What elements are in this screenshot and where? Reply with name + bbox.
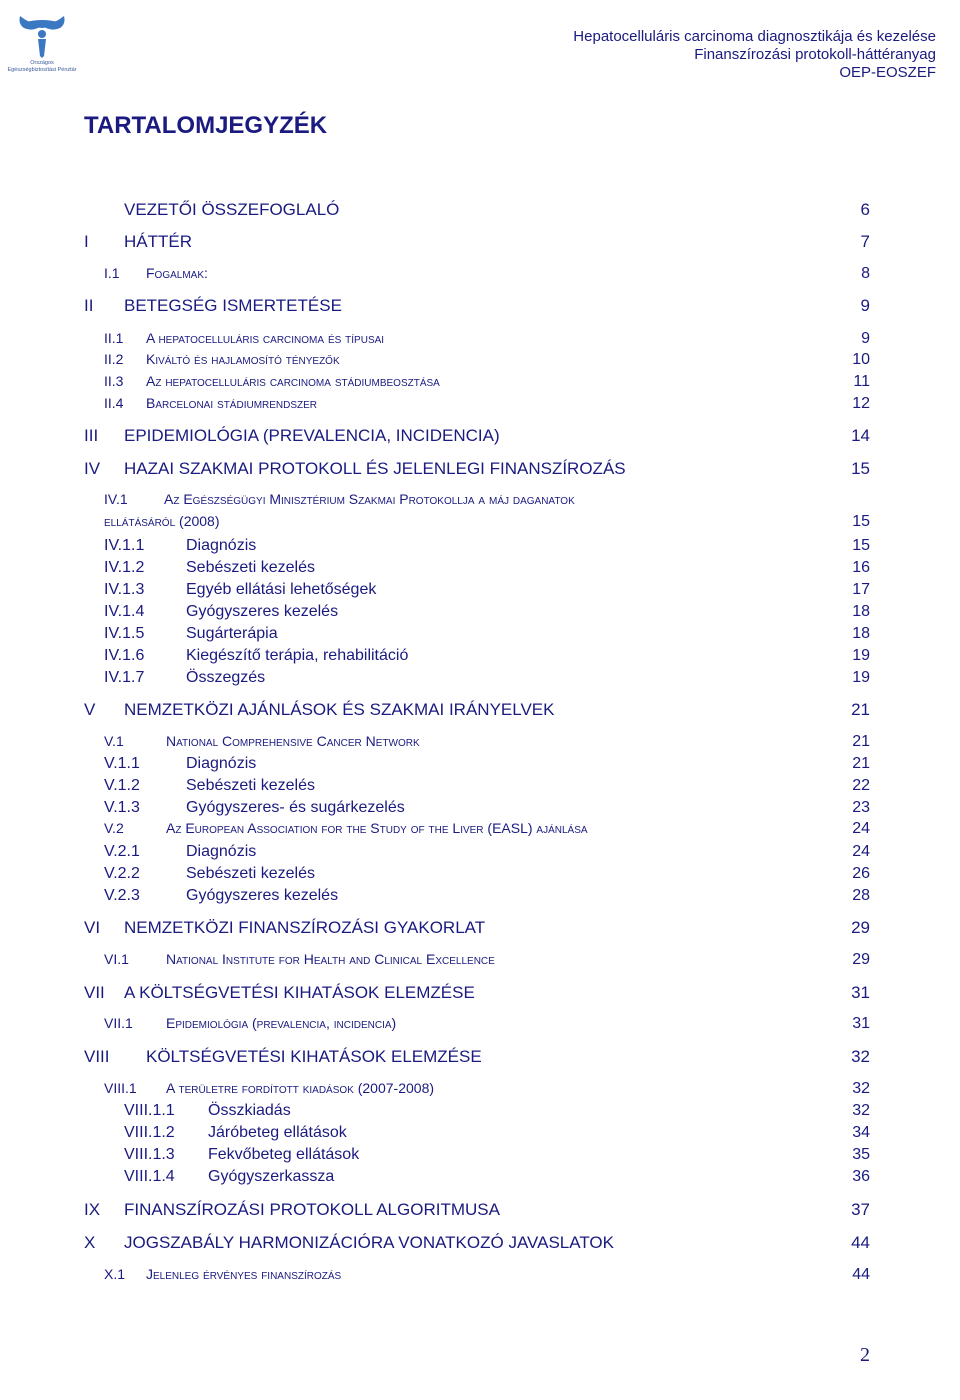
toc-entry-number: II.3 [104,373,124,389]
toc-entry-page: 15 [852,513,870,530]
toc-entry-page: 32 [851,1047,870,1066]
toc-entry-page: 18 [852,603,870,620]
toc-entry-number: VIII.1.4 [124,1168,175,1185]
toc-entry-label: NEMZETKÖZI FINANSZÍROZÁSI GYAKORLAT [124,918,486,937]
logo-caption: Országos Egészségbiztosítási Pénztár [7,60,77,73]
toc-entry[interactable] [104,625,870,643]
toc-entry-label: National Comprehensive Cancer Network [166,733,420,749]
toc-entry[interactable] [124,1168,870,1186]
toc-entry[interactable] [104,1266,870,1284]
toc-entry[interactable] [84,700,870,720]
toc-entry[interactable] [84,459,870,479]
toc-entry-label: Összegzés [186,669,266,686]
toc-entry-label: Sebészeti kezelés [186,777,315,794]
toc-entry[interactable] [104,669,870,687]
toc-entry-page: 21 [851,700,870,719]
toc-entry[interactable] [104,351,870,369]
toc-entry-page: 7 [860,232,870,251]
toc-entry-label: A hepatocelluláris carcinoma és típusai [146,330,385,346]
toc-entry[interactable] [104,603,870,621]
toc-entry-number: IV.1.2 [104,559,145,576]
toc-entry-label: JOGSZABÁLY HARMONIZÁCIÓRA VONATKOZÓ JAVASLATOK [124,1233,614,1252]
toc-entry[interactable] [104,330,870,348]
toc-entry-label: Diagnózis [186,537,257,554]
toc-entry-number: V.2.1 [104,843,140,860]
toc-entry-number: IV.1.1 [104,537,145,554]
toc-entry[interactable] [104,373,870,391]
toc-entry-page: 9 [861,330,870,347]
toc-entry-number: III [84,426,99,445]
toc-entry-number: V.2.2 [104,865,140,882]
toc-entry-number: II.4 [104,395,124,411]
header-subtitle: Finanszírozási protokoll-háttéranyag [694,46,936,63]
toc-entry[interactable] [104,395,870,413]
toc-entry-page: 26 [852,865,870,882]
toc-entry[interactable] [104,559,870,577]
toc-entry-label: Az hepatocelluláris carcinoma stádiumbeosztása [146,373,440,389]
toc-entry-label: HÁTTÉR [124,232,192,251]
toc-entry-label: Epidemiológia (prevalencia, incidencia) [166,1015,397,1031]
toc-entry-label: BETEGSÉG ISMERTETÉSE [124,296,342,315]
toc-entry-number: VI.1 [104,951,129,967]
toc-entry-number: VI [84,918,101,937]
toc-entry-label: Az European Association for the Study of the Liver (EASL) ajánlása [166,820,588,836]
toc-entry-number: I.1 [104,265,120,281]
toc-entry-number: IV.1.6 [104,647,145,664]
page-title: TARTALOMJEGYZÉK [84,112,328,139]
toc-entry[interactable] [104,1080,870,1098]
toc-entry-page: 36 [852,1168,870,1185]
toc-entry-page: 32 [852,1080,870,1097]
toc-entry-number: I [84,232,89,251]
toc-entry[interactable] [84,232,870,252]
toc-entry-page: 24 [852,843,870,860]
toc-entry-number: X.1 [104,1266,126,1282]
toc-entry-label: Kiegészítő terápia, rehabilitáció [186,647,409,664]
toc-entry-number: IV [84,459,101,478]
toc-entry-page: 14 [851,426,870,445]
toc-entry-page: 15 [852,537,870,554]
toc-entry-number: IV.1.3 [104,581,145,598]
page-number: 2 [860,1344,870,1366]
toc-entry-number: II.1 [104,330,124,346]
toc-entry[interactable] [104,647,870,665]
toc-entry-page: 28 [852,887,870,904]
toc-entry-page: 9 [860,296,870,315]
toc-entry-page: 44 [851,1233,870,1252]
toc-entry-page: 24 [852,820,870,837]
toc-entry-label: Kiváltó és hajlamosító tényezők [146,351,340,367]
toc-entry-page: 31 [851,983,870,1002]
toc-entry-page: 16 [852,559,870,576]
toc-entry[interactable] [104,491,870,507]
toc-entry-number: II [84,296,94,315]
toc-entry-page: 37 [851,1200,870,1219]
toc-entry[interactable] [104,843,870,861]
toc-entry[interactable] [104,265,870,283]
toc-entry-number: VIII.1 [104,1080,137,1096]
toc-entry-label: Összkiadás [208,1102,291,1119]
toc-entry-label: Gyógyszeres- és sugárkezelés [186,799,405,816]
toc-entry[interactable] [104,951,870,969]
toc-entry[interactable] [84,296,870,316]
toc-entry-number: X [84,1233,96,1252]
toc-entry[interactable] [84,1200,870,1220]
toc-entry-page: 11 [853,373,870,390]
toc-entry-number: IV.1 [104,491,128,507]
toc-entry-label: Barcelonai stádiumrendszer [146,395,318,411]
toc-entry-page: 19 [852,669,870,686]
toc-entry-label-continued: ellátásáról (2008) [104,513,220,529]
toc-entry-number: IV.1.5 [104,625,145,642]
toc-entry[interactable] [84,918,870,938]
toc-entry-number: V.2.3 [104,887,140,904]
toc-entry-page: 29 [851,918,870,937]
toc-entry-label: KÖLTSÉGVETÉSI KIHATÁSOK ELEMZÉSE [146,1047,482,1066]
toc-entry-label: FINANSZÍROZÁSI PROTOKOLL ALGORITMUSA [124,1200,500,1219]
toc-entry[interactable] [124,1146,870,1164]
toc-entry-page: 17 [852,581,870,598]
header-org: OEP-EOSZEF [839,64,936,81]
toc-entry-label: A KÖLTSÉGVETÉSI KIHATÁSOK ELEMZÉSE [124,983,475,1002]
toc-entry-number: VIII.1.2 [124,1124,175,1141]
toc-entry-number: V.1.2 [104,777,140,794]
toc-entry-label: Fekvőbeteg ellátások [208,1146,360,1163]
toc-entry-label: Egyéb ellátási lehetőségek [186,581,377,598]
toc-entry-page: 15 [851,459,870,478]
toc-entry-page: 10 [852,351,870,368]
toc-entry-number: V.1.1 [104,755,140,772]
toc-entry[interactable] [104,820,870,838]
toc-entry-label: Diagnózis [186,843,257,860]
toc-entry-number: II.2 [104,351,124,367]
toc-entry-number: VIII.1.1 [124,1102,175,1119]
toc-entry-page: 19 [852,647,870,664]
toc-entry-number: VIII.1.3 [124,1146,175,1163]
toc-entry-label: Sugárterápia [186,625,278,642]
toc-entry-label: Járóbeteg ellátások [208,1124,347,1141]
toc-entry[interactable] [84,1047,870,1067]
toc-entry-number: VIII [84,1047,110,1066]
toc-entry-number: V.2 [104,820,124,836]
toc-entry-number: VII [84,983,105,1002]
toc-entry-page: 21 [852,755,870,772]
toc-entry-label: VEZETŐI ÖSSZEFOGLALÓ [124,200,340,219]
toc-entry-page: 29 [852,951,870,968]
toc-entry-label: Sebészeti kezelés [186,865,315,882]
toc-entry[interactable] [84,426,870,446]
toc-entry-number: V.1 [104,733,124,749]
toc-entry-label: National Institute for Health and Clinical Excellence [166,951,495,967]
toc-entry-number: V [84,700,96,719]
toc-entry-page: 34 [852,1124,870,1141]
toc-entry-page: 18 [852,625,870,642]
toc-entry-label: Sebészeti kezelés [186,559,315,576]
toc-entry-label: A területre fordított kiadások (2007-2008) [166,1080,435,1096]
toc-entry-label: Gyógyszerkassza [208,1168,335,1185]
toc-entry-page: 23 [852,799,870,816]
toc-entry-continuation[interactable] [104,513,870,531]
toc-entry[interactable] [124,1124,870,1142]
toc-entry[interactable] [104,733,870,751]
document-header [573,28,936,82]
toc-entry-number: IV.1.4 [104,603,145,620]
toc-entry[interactable] [104,865,870,883]
toc-entry-page: 44 [852,1266,870,1283]
toc-entry-number: IX [84,1200,101,1219]
toc-entry[interactable] [104,799,870,817]
toc-entry[interactable] [104,537,870,555]
toc-entry-number: VII.1 [104,1015,133,1031]
toc-entry[interactable] [124,1102,870,1120]
toc-entry-label: Diagnózis [186,755,257,772]
toc-entry-label: HAZAI SZAKMAI PROTOKOLL ÉS JELENLEGI FINANSZÍROZÁS [124,459,626,478]
toc-entry-page: 21 [852,733,870,750]
toc-entry-number: IV.1.7 [104,669,145,686]
toc-entry-label: Fogalmak: [146,265,208,281]
toc-entry[interactable] [104,1015,870,1033]
toc-entry-page: 12 [852,395,870,412]
toc-entry[interactable] [104,887,870,905]
toc-entry-page: 35 [852,1146,870,1163]
toc-entry-page: 6 [860,200,870,219]
toc-entry-label: NEMZETKÖZI AJÁNLÁSOK ÉS SZAKMAI IRÁNYELVEK [124,700,555,719]
toc-entry[interactable] [104,581,870,599]
toc-entry-number: V.1.3 [104,799,140,816]
toc-entry-label: Az Egészségügyi Minisztérium Szakmai Protokollja a máj daganatok [164,491,575,507]
toc-entry-page: 32 [852,1102,870,1119]
toc-entry-label: Gyógyszeres kezelés [186,603,339,620]
toc-entry-label: EPIDEMIOLÓGIA (PREVALENCIA, INCIDENCIA) [124,426,500,445]
toc-entry[interactable] [104,755,870,773]
toc-entry[interactable] [84,1233,870,1253]
header-title: Hepatocelluláris carcinoma diagnosztikája és kezelése [573,28,936,45]
toc-entry[interactable] [84,200,870,220]
toc-entry-label: Jelenleg érvényes finanszírozás [146,1266,342,1282]
toc-entry-page: 31 [852,1015,870,1032]
toc-entry-page: 22 [852,777,870,794]
toc-entry[interactable] [84,983,870,1003]
toc-entry[interactable] [104,777,870,795]
toc-entry-label: Gyógyszeres kezelés [186,887,339,904]
toc-entry-page: 8 [861,265,870,282]
